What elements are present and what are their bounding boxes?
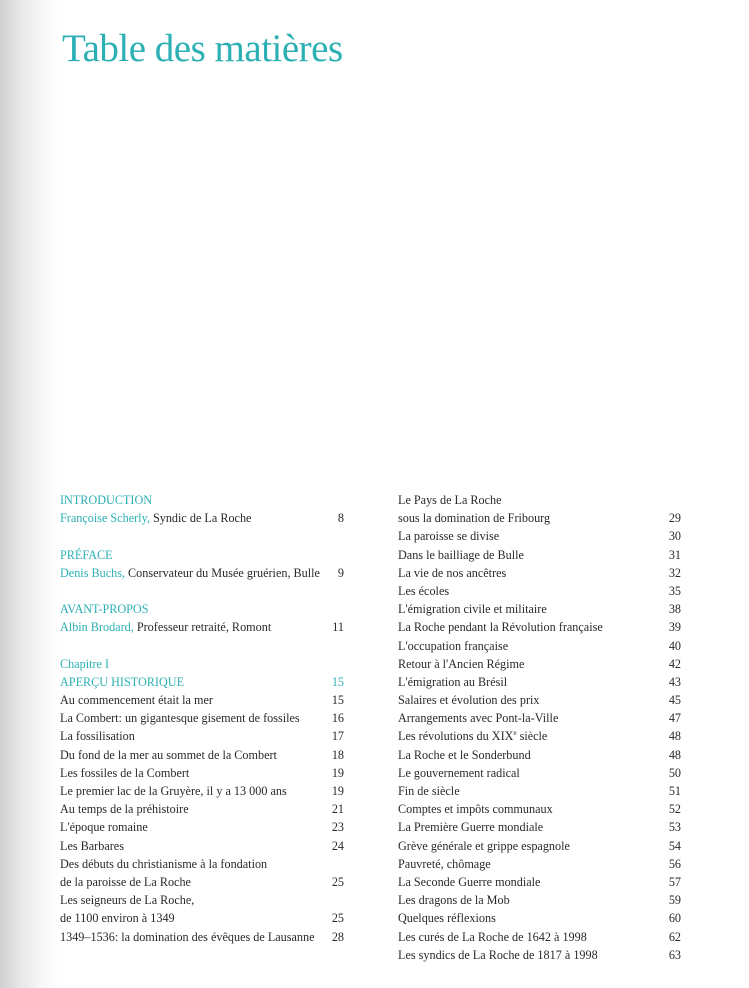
toc-right-column: [398, 491, 681, 964]
toc-entry-title: Les Barbares: [60, 838, 124, 853]
toc-entry-title: Au temps de la préhistoire: [60, 802, 189, 817]
toc-entry[interactable]: [60, 727, 344, 745]
toc-entry[interactable]: [398, 855, 681, 873]
toc-entry[interactable]: [398, 600, 681, 618]
toc-entry-avant-propos[interactable]: [60, 618, 344, 636]
section-heading-label: PRÉFACE: [60, 547, 113, 562]
toc-entry[interactable]: [398, 509, 681, 527]
entry-author: Denis Buchs,: [60, 565, 125, 580]
toc-entry[interactable]: [398, 764, 681, 782]
toc-entry-title: Les syndics de La Roche de 1817 à 1998: [398, 947, 598, 962]
entry-author: Albin Brodard,: [60, 620, 134, 635]
toc-entry-page: 31: [668, 547, 681, 562]
toc-entry[interactable]: [398, 546, 681, 564]
toc-entry-page: 59: [668, 893, 681, 908]
toc-entry-title: Salaires et évolution des prix: [398, 693, 540, 708]
toc-entry-title: Fin de siècle: [398, 784, 460, 798]
toc-entry[interactable]: [60, 782, 344, 800]
toc-entry[interactable]: [398, 818, 681, 836]
toc-entry-page: 25: [331, 911, 344, 926]
chapter-title: APERÇU HISTORIQUE: [60, 674, 185, 689]
entry-role: Professeur retraité, Romont: [133, 620, 272, 635]
toc-entry-page: 9: [337, 565, 344, 580]
toc-entry-title: La Combert: un gigantesque gisement de fossiles: [60, 711, 300, 726]
toc-entry-page: 38: [668, 602, 681, 617]
toc-left-entries: [60, 691, 344, 946]
toc-entry-page: 60: [668, 911, 681, 926]
toc-entry-title: de la paroisse de La Roche: [60, 874, 191, 889]
toc-entry-page: 19: [331, 784, 344, 798]
toc-entry-title: L'époque romaine: [60, 820, 148, 835]
toc-entry-page: 32: [668, 565, 681, 580]
entry-role: Conservateur du Musée gruérien, Bulle: [125, 565, 320, 580]
section-heading-label: AVANT-PROPOS: [60, 602, 149, 617]
toc-entry-title: Au commencement était la mer: [60, 693, 213, 708]
section-heading-label: INTRODUCTION: [60, 493, 153, 507]
entry-author: Françoise Scherly,: [60, 511, 150, 526]
toc-entry-title: Le gouvernement radical: [398, 765, 520, 780]
toc-entry-page: 8: [337, 511, 344, 526]
toc-entry[interactable]: [398, 582, 681, 600]
toc-entry-title: La Roche et le Sonderbund: [398, 747, 531, 762]
binding-gutter-shadow: [0, 0, 60, 988]
spacer: [60, 582, 344, 600]
toc-entry-title: Le Pays de La Roche: [398, 493, 502, 507]
toc-entry-page: 40: [668, 638, 681, 653]
toc-entry[interactable]: [60, 928, 344, 946]
chapter-title-page: 15: [331, 674, 344, 689]
toc-entry-title: Les fossiles de la Combert: [60, 765, 190, 780]
toc-entry-title: L'émigration au Brésil: [398, 674, 508, 689]
toc-entry-page: 57: [668, 874, 681, 889]
toc-left-column: [60, 491, 344, 946]
toc-entry-title: La Première Guerre mondiale: [398, 820, 544, 835]
entry-role: Syndic de La Roche: [149, 511, 252, 526]
chapter-number: Chapitre I: [60, 656, 110, 671]
toc-entry-title: Comptes et impôts communaux: [398, 802, 553, 817]
toc-entry-title: La fossilisation: [60, 729, 135, 744]
toc-entry-title: Les seigneurs de La Roche,: [60, 893, 195, 908]
spacer: [60, 527, 344, 545]
toc-entry-page: 39: [668, 620, 681, 635]
toc-entry-title: L'occupation française: [398, 638, 509, 653]
toc-entry[interactable]: [60, 691, 344, 709]
toc-entry[interactable]: [60, 800, 344, 818]
toc-entry[interactable]: [398, 946, 681, 964]
toc-entry-page: 21: [331, 802, 344, 817]
toc-entry-title: Arrangements avec Pont-la-Ville: [398, 711, 559, 726]
spacer: [60, 637, 344, 655]
toc-entry-title: [398, 727, 547, 745]
toc-entry-page: 17: [331, 729, 344, 744]
toc-entry-page: 11: [332, 620, 344, 635]
toc-entry[interactable]: [60, 891, 344, 909]
toc-entry-page: 24: [331, 838, 344, 853]
toc-entry-page: 51: [668, 784, 681, 798]
toc-entry[interactable]: [398, 673, 681, 691]
toc-entry[interactable]: [60, 855, 344, 873]
section-heading-introduction: [60, 491, 344, 509]
toc-entry[interactable]: [398, 491, 681, 509]
toc-entry-title-part: Les révolutions du XIX: [398, 729, 514, 744]
toc-entry-title: La Seconde Guerre mondiale: [398, 874, 541, 889]
toc-entry[interactable]: [398, 618, 681, 636]
toc-entry[interactable]: [398, 891, 681, 909]
toc-entry-page: 54: [668, 838, 681, 853]
toc-entry-title: Le premier lac de la Gruyère, il y a 13 000 ans: [60, 784, 287, 798]
toc-entry[interactable]: [398, 655, 681, 673]
toc-entry[interactable]: [398, 527, 681, 545]
toc-entry[interactable]: [398, 709, 681, 727]
chapter-label: [60, 655, 344, 673]
toc-entry[interactable]: [398, 746, 681, 764]
toc-entry-page: 30: [668, 529, 681, 544]
superscript: e: [513, 729, 517, 738]
toc-entry[interactable]: [398, 928, 681, 946]
toc-entry[interactable]: [398, 727, 681, 745]
toc-entry-page: 18: [331, 747, 344, 762]
toc-entry-title: L'émigration civile et militaire: [398, 602, 547, 617]
toc-entry[interactable]: [60, 837, 344, 855]
toc-entry-title: Les dragons de la Mob: [398, 893, 510, 908]
toc-entry-title: sous la domination de Fribourg: [398, 511, 551, 526]
toc-entry[interactable]: [60, 709, 344, 727]
section-heading-avant-propos: [60, 600, 344, 618]
toc-entry-page: 28: [331, 929, 344, 944]
toc-entry-page: 48: [668, 747, 681, 762]
toc-entry-preface[interactable]: [60, 564, 344, 582]
toc-entry-title: [60, 618, 271, 636]
toc-entry-title: La vie de nos ancêtres: [398, 565, 507, 580]
toc-entry[interactable]: [398, 837, 681, 855]
toc-entry-page: 43: [668, 674, 681, 689]
toc-entry-title: La paroisse se divise: [398, 529, 500, 544]
toc-entry-page: 29: [668, 511, 681, 526]
toc-entry-title: Du fond de la mer au sommet de la Combert: [60, 747, 277, 762]
toc-entry-title-part: siècle: [516, 729, 548, 744]
toc-entry[interactable]: [398, 800, 681, 818]
toc-entry-page: 16: [331, 711, 344, 726]
toc-entry-page: 62: [668, 929, 681, 944]
page-title: Table des matières: [62, 27, 343, 70]
toc-entry[interactable]: [60, 873, 344, 891]
toc-entry-page: 53: [668, 820, 681, 835]
toc-entry[interactable]: [60, 746, 344, 764]
toc-entry-title: [60, 509, 251, 527]
toc-entry[interactable]: [398, 909, 681, 927]
toc-entry[interactable]: [60, 764, 344, 782]
toc-entry-title: Quelques réflexions: [398, 911, 496, 926]
toc-entry-title: Des débuts du christianisme à la fondation: [60, 856, 268, 871]
toc-entry-page: 45: [668, 693, 681, 708]
toc-entry-title: Les curés de La Roche de 1642 à 1998: [398, 929, 587, 944]
toc-entry-title: Les écoles: [398, 583, 450, 598]
toc-entry-title: Pauvreté, chômage: [398, 856, 491, 871]
chapter-title-row[interactable]: [60, 673, 344, 691]
toc-entry-page: 19: [331, 765, 344, 780]
toc-entry-title: [60, 564, 320, 582]
toc-entry-page: 56: [668, 856, 681, 871]
toc-entry-title: Retour à l'Ancien Régime: [398, 656, 525, 671]
toc-entry-page: 52: [668, 802, 681, 817]
toc-entry-introduction[interactable]: [60, 509, 344, 527]
toc-entry[interactable]: [60, 909, 344, 927]
toc-entry-title: 1349–1536: la domination des évêques de Lausanne: [60, 929, 315, 944]
toc-entry[interactable]: [398, 637, 681, 655]
toc-entry-title: Grève générale et grippe espagnole: [398, 838, 570, 853]
toc-entry-page: 25: [331, 874, 344, 889]
toc-entry[interactable]: [398, 691, 681, 709]
toc-entry-title: Dans le bailliage de Bulle: [398, 547, 524, 562]
toc-entry-page: 48: [668, 729, 681, 744]
toc-entry[interactable]: [398, 782, 681, 800]
toc-entry-page: 47: [668, 711, 681, 726]
toc-entry-page: 42: [668, 656, 681, 671]
toc-entry-page: 23: [331, 820, 344, 835]
toc-entry-title: de 1100 environ à 1349: [60, 911, 175, 926]
toc-entry-title: La Roche pendant la Révolution française: [398, 620, 603, 635]
toc-entry-page: 63: [668, 947, 681, 962]
toc-entry[interactable]: [60, 818, 344, 836]
toc-entry-page: 15: [331, 693, 344, 708]
section-heading-preface: [60, 546, 344, 564]
toc-entry-page: 50: [668, 765, 681, 780]
toc-entry-page: 35: [668, 583, 681, 598]
toc-entry[interactable]: [398, 564, 681, 582]
toc-entry[interactable]: [398, 873, 681, 891]
